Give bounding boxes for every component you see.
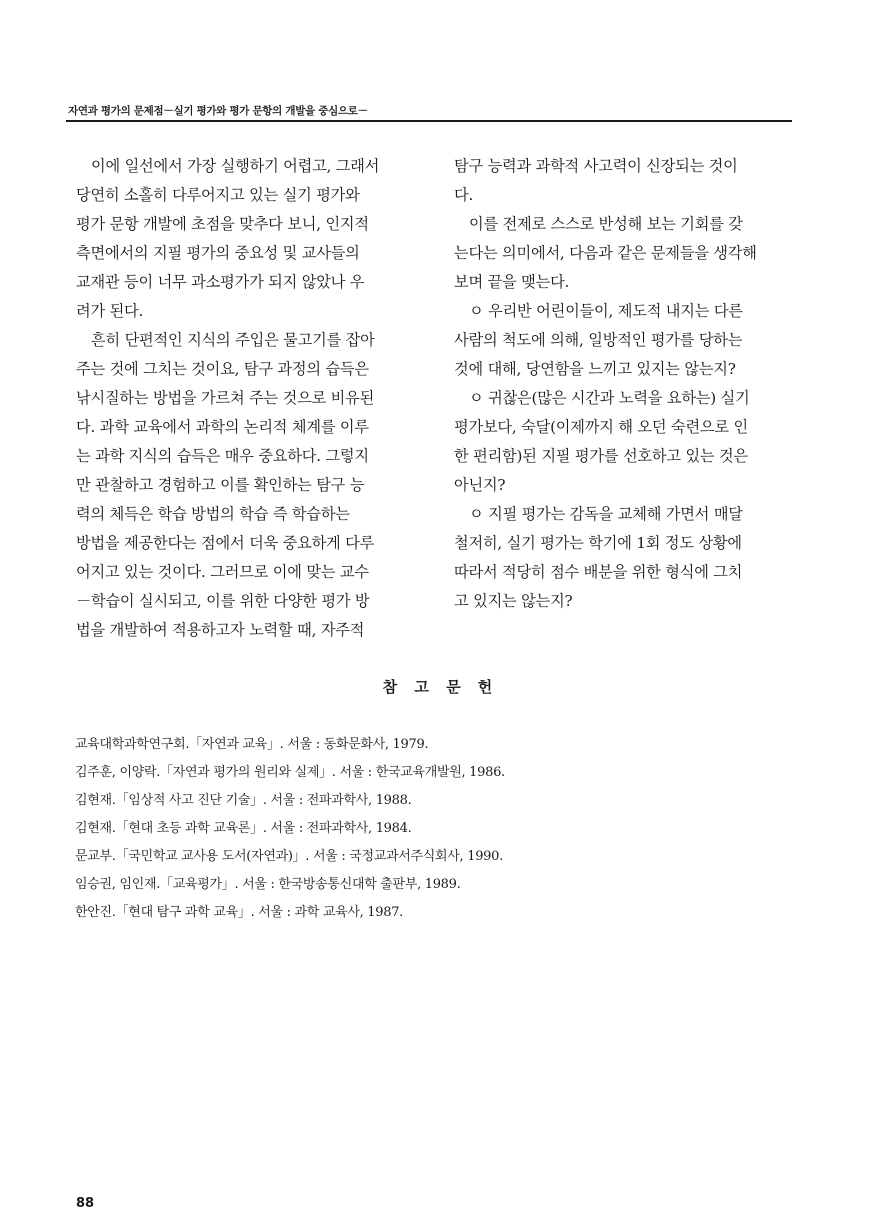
body-line: 따라서 적당히 점수 배분을 위한 형식에 그치 xyxy=(454,563,743,581)
left-column xyxy=(76,152,428,645)
reference-item: 교육대학과학연구회.「자연과 교육」. 서울 : 동화문화사, 1979. xyxy=(75,737,429,752)
reference-item: 임승권, 임인재.「교육평가」. 서울 : 한국방송통신대학 출판부, 1989. xyxy=(75,877,461,892)
body-line: ㅇ 지필 평가는 감독을 교체해 가면서 매달 xyxy=(469,505,743,523)
body-line: 탐구 능력과 과학적 사고력이 신장되는 것이 xyxy=(454,157,738,175)
body-line: ㅇ 귀찮은(많은 시간과 노력을 요하는) 실기 xyxy=(469,389,750,407)
body-line: 평가보다, 숙달(이제까지 해 오던 숙련으로 인 xyxy=(454,418,748,436)
body-line: 려가 된다. xyxy=(76,302,144,320)
body-line: 교재관 등이 너무 과소평가가 되지 않았나 우 xyxy=(76,273,365,291)
body-line: 한 편리함)된 지필 평가를 선호하고 있는 것은 xyxy=(454,447,748,465)
body-line: 것에 대해, 당연함을 느끼고 있지는 않는지? xyxy=(454,360,736,378)
body-line: 이를 전제로 스스로 반성해 보는 기회를 갖 xyxy=(469,215,743,233)
body-line: ㅇ 우리반 어린이들이, 제도적 내지는 다른 xyxy=(469,302,743,320)
body-line: 당연히 소홀히 다루어지고 있는 실기 평가와 xyxy=(76,186,360,204)
body-line: 다. xyxy=(454,186,474,204)
body-line: 주는 것에 그치는 것이요, 탐구 과정의 습득은 xyxy=(76,360,369,378)
body-line: 법을 개발하여 적용하고자 노력할 때, 자주적 xyxy=(76,621,365,639)
body-line: 는 과학 지식의 습득은 매우 중요하다. 그렇지 xyxy=(76,447,369,465)
references-title: 참 고 문 헌 xyxy=(382,678,499,696)
header-rule xyxy=(66,120,792,122)
body-line: 평가 문항 개발에 초점을 맞추다 보니, 인지적 xyxy=(76,215,369,233)
body-line: 이에 일선에서 가장 실행하기 어렵고, 그래서 xyxy=(91,157,380,175)
body-line: 측면에서의 지필 평가의 중요성 및 교사들의 xyxy=(76,244,360,262)
body-line: 다. 과학 교육에서 과학의 논리적 체계를 이루 xyxy=(76,418,369,436)
page-number: 88 xyxy=(76,1196,95,1211)
references-list xyxy=(75,731,775,927)
body-line: 방법을 제공한다는 점에서 더욱 중요하게 다루 xyxy=(76,534,375,552)
reference-item: 김주훈, 이양락.「자연과 평가의 원리와 실제」. 서울 : 한국교육개발원, 1986. xyxy=(75,765,505,780)
running-header: 자연과 평가의 문제점－실기 평가와 평가 문항의 개발을 중심으로－ xyxy=(68,105,368,117)
body-line: 철저히, 실기 평가는 학기에 1회 정도 상황에 xyxy=(454,534,742,552)
body-line: 사람의 척도에 의해, 일방적인 평가를 당하는 xyxy=(454,331,743,349)
body-line: 아닌지? xyxy=(454,476,506,494)
body-line: 고 있지는 않는지? xyxy=(454,592,573,610)
body-line: 낚시질하는 방법을 가르쳐 주는 것으로 비유된 xyxy=(76,389,375,407)
body-line: 흔히 단편적인 지식의 주입은 물고기를 잡아 xyxy=(91,331,375,349)
body-line: 보며 끝을 맺는다. xyxy=(454,273,570,291)
reference-item: 김현재.「임상적 사고 진단 기술」. 서울 : 전파과학사, 1988. xyxy=(75,793,412,808)
body-line: 력의 체득은 학습 방법의 학습 즉 학습하는 xyxy=(76,505,350,523)
body-line: 는다는 의미에서, 다음과 같은 문제들을 생각해 xyxy=(454,244,757,262)
body-line: 만 관찰하고 경험하고 이를 확인하는 탐구 능 xyxy=(76,476,365,494)
right-column xyxy=(454,152,799,616)
reference-item: 문교부.「국민학교 교사용 도서(자연과)」. 서울 : 국정교과서주식회사, 1990. xyxy=(75,849,503,864)
reference-item: 한안진.「현대 탐구 과학 교육」. 서울 : 과학 교육사, 1987. xyxy=(75,905,403,920)
reference-item: 김현재.「현대 초등 과학 교육론」. 서울 : 전파과학사, 1984. xyxy=(75,821,412,836)
body-line: －학습이 실시되고, 이를 위한 다양한 평가 방 xyxy=(76,592,370,610)
body-line: 어지고 있는 것이다. 그러므로 이에 맞는 교수 xyxy=(76,563,369,581)
